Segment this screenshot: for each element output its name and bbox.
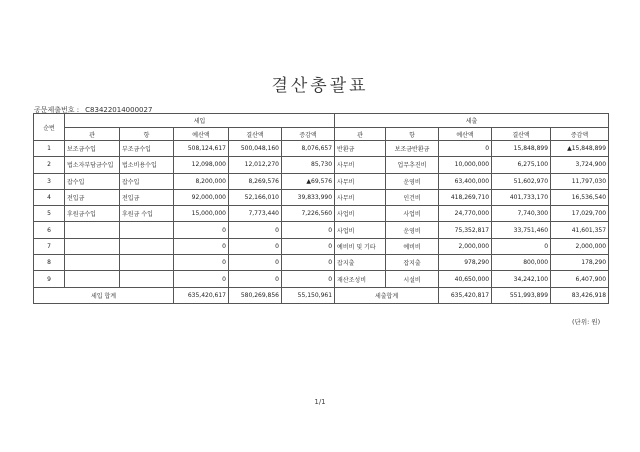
expense-settlement: 33,751,460 [492,222,551,238]
doc-number-value: C83422014000027 [85,106,153,114]
income-total-label: 세입 합계 [34,287,174,303]
expense-settlement: 7,740,300 [492,206,551,222]
expense-gwan: 사업비 [335,206,386,222]
expense-gwan: 반환금 [335,141,386,157]
page-indicator: 1/1 [314,398,326,406]
row-no: 3 [34,173,65,189]
header-income: 세입 [65,114,335,128]
expense-budget: 24,770,000 [439,206,492,222]
header-expense: 세출 [335,114,609,128]
income-budget: 92,000,000 [174,189,229,205]
income-diff: 0 [282,238,335,254]
expense-hang: 업무추진비 [386,157,439,173]
expense-budget: 418,269,710 [439,189,492,205]
header-in-settlement: 결산액 [229,128,282,141]
header-ex-budget: 예산액 [439,128,492,141]
expense-hang: 예비비 [386,238,439,254]
table-row [34,173,609,189]
expense-budget: 40,650,000 [439,271,492,287]
income-budget: 0 [174,222,229,238]
header-in-budget: 예산액 [174,128,229,141]
expense-settlement: 800,000 [492,255,551,271]
income-diff: 8,076,657 [282,141,335,157]
expense-diff: 178,290 [551,255,609,271]
header-seq: 순번 [34,114,65,141]
income-gwan [65,238,120,254]
expense-diff: 11,797,030 [551,173,609,189]
doc-number-label: 공문제출번호 : [34,106,80,114]
expense-diff: 17,029,700 [551,206,609,222]
expense-hang: 보조금반환금 [386,141,439,157]
row-no: 8 [34,255,65,271]
expense-budget: 2,000,000 [439,238,492,254]
expense-total-settlement: 551,993,899 [492,287,551,303]
income-diff: ▲69,576 [282,173,335,189]
row-no: 5 [34,206,65,222]
expense-hang: 잡지출 [386,255,439,271]
expense-diff: ▲15,848,899 [551,141,609,157]
income-gwan: 법소자부담금수입 [65,157,120,173]
income-diff: 39,833,990 [282,189,335,205]
expense-settlement: 34,242,100 [492,271,551,287]
expense-budget: 978,290 [439,255,492,271]
income-gwan: 잡수입 [65,173,120,189]
totals-row [34,287,609,303]
header-row-1 [34,114,609,128]
income-settlement: 8,269,576 [229,173,282,189]
expense-settlement: 0 [492,238,551,254]
expense-gwan: 사무비 [335,189,386,205]
income-settlement: 0 [229,238,282,254]
document-title: 결산총괄표 [271,76,369,96]
expense-diff: 41,601,357 [551,222,609,238]
expense-hang: 운영비 [386,173,439,189]
expense-diff: 3,724,900 [551,157,609,173]
income-budget: 0 [174,271,229,287]
row-no: 6 [34,222,65,238]
income-total-diff: 55,150,961 [282,287,335,303]
income-hang [120,271,174,287]
income-gwan [65,222,120,238]
expense-settlement: 401,733,170 [492,189,551,205]
expense-diff: 2,000,000 [551,238,609,254]
income-hang: 부조금수입 [120,141,174,157]
income-hang [120,238,174,254]
table-row [34,141,609,157]
header-ex-hang: 항 [386,128,439,141]
income-budget: 15,000,000 [174,206,229,222]
expense-settlement: 51,602,970 [492,173,551,189]
income-settlement: 12,012,270 [229,157,282,173]
expense-gwan: 사무비 [335,173,386,189]
row-no: 9 [34,271,65,287]
header-ex-gwan: 관 [335,128,386,141]
income-hang [120,255,174,271]
income-hang: 후원금 수입 [120,206,174,222]
income-hang [120,222,174,238]
table-row [34,271,609,287]
expense-budget: 10,000,000 [439,157,492,173]
table-row [34,238,609,254]
header-row-2 [34,128,609,141]
table-row [34,157,609,173]
expense-gwan: 사업비 [335,222,386,238]
income-diff: 0 [282,222,335,238]
income-settlement: 0 [229,271,282,287]
expense-budget: 75,352,817 [439,222,492,238]
expense-diff: 6,407,900 [551,271,609,287]
income-gwan: 전입금 [65,189,120,205]
row-no: 4 [34,189,65,205]
expense-hang: 인건비 [386,189,439,205]
income-total-settlement: 580,269,856 [229,287,282,303]
income-gwan [65,255,120,271]
header-ex-diff: 증감액 [551,128,609,141]
income-budget: 8,200,000 [174,173,229,189]
table-row [34,189,609,205]
expense-gwan: 예비비 및 기타 [335,238,386,254]
expense-settlement: 15,848,899 [492,141,551,157]
expense-gwan: 잡지출 [335,255,386,271]
expense-gwan: 사무비 [335,157,386,173]
header-in-gwan: 관 [65,128,120,141]
expense-budget: 0 [439,141,492,157]
expense-hang: 사업비 [386,206,439,222]
expense-hang: 시설비 [386,271,439,287]
income-hang: 법소비용수입 [120,157,174,173]
unit-note: (단위: 원) [572,318,601,326]
header-in-diff: 증감액 [282,128,335,141]
header-ex-settlement: 결산액 [492,128,551,141]
income-diff: 0 [282,271,335,287]
expense-gwan: 재산조성비 [335,271,386,287]
settlement-summary-table [33,113,609,304]
table-row [34,255,609,271]
row-no: 1 [34,141,65,157]
income-diff: 85,730 [282,157,335,173]
income-settlement: 7,773,440 [229,206,282,222]
income-budget: 0 [174,255,229,271]
income-settlement: 500,048,160 [229,141,282,157]
expense-total-budget: 635,420,817 [439,287,492,303]
expense-settlement: 6,275,100 [492,157,551,173]
income-diff: 0 [282,255,335,271]
income-budget: 508,124,617 [174,141,229,157]
income-gwan: 후원금수입 [65,206,120,222]
income-hang: 잡수입 [120,173,174,189]
income-gwan: 보조금수입 [65,141,120,157]
income-budget: 0 [174,238,229,254]
income-settlement: 52,166,010 [229,189,282,205]
income-budget: 12,098,000 [174,157,229,173]
income-gwan [65,271,120,287]
row-no: 7 [34,238,65,254]
expense-diff: 16,536,540 [551,189,609,205]
income-settlement: 0 [229,255,282,271]
expense-hang: 운영비 [386,222,439,238]
expense-total-label: 세출합계 [335,287,439,303]
expense-total-diff: 83,426,918 [551,287,609,303]
header-in-hang: 항 [120,128,174,141]
row-no: 2 [34,157,65,173]
income-settlement: 0 [229,222,282,238]
income-total-budget: 635,420,617 [174,287,229,303]
table-row [34,206,609,222]
table-row [34,222,609,238]
income-diff: 7,226,560 [282,206,335,222]
expense-budget: 63,400,000 [439,173,492,189]
income-hang: 전입금 [120,189,174,205]
